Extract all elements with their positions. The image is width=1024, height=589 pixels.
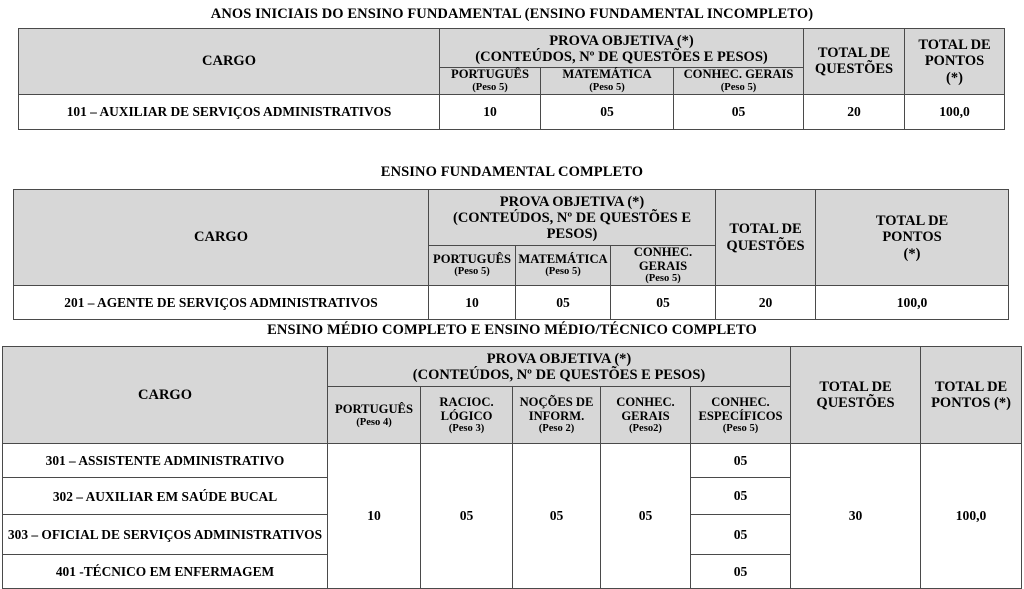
- header-total-pontos-line3: (*): [903, 245, 921, 262]
- header-prova-objetiva-line2: (CONTEÚDOS, Nº DE QUESTÕES E PESOS): [412, 367, 706, 384]
- subject-name: CONHEC. GERAIS: [683, 67, 794, 82]
- subject-name: PORTUGUÊS: [433, 251, 511, 266]
- header-prova-objetiva-line1: PROVA OBJETIVA (*): [549, 33, 694, 49]
- subject-peso: (Peso 5): [720, 82, 757, 94]
- subject-name: CONHEC. GERAIS: [633, 244, 693, 273]
- cell-conhec-especificos: 05: [691, 555, 791, 589]
- header-prova-objetiva-line1: PROVA OBJETIVA (*): [486, 351, 632, 367]
- cell-cargo: 101 – AUXILIAR DE SERVIÇOS ADMINISTRATIVOS: [19, 94, 440, 129]
- header-total-pontos-line3: (*): [946, 69, 963, 86]
- subject-name-line2: GERAIS: [621, 408, 670, 423]
- header-subject-matematica: [516, 245, 611, 285]
- header-total-questoes-line1: TOTAL DE: [817, 45, 891, 62]
- table-2-title: ENSINO FUNDAMENTAL COMPLETO: [380, 164, 644, 180]
- header-prova-objetiva: [429, 190, 716, 246]
- cell-portugues: 10: [328, 444, 421, 589]
- header-total-questoes-line1: TOTAL DE: [729, 221, 802, 238]
- header-subject-conhec-gerais: [611, 245, 716, 285]
- cell-conhec-gerais: 05: [611, 286, 716, 320]
- table-1-title: ANOS INICIAIS DO ENSINO FUNDAMENTAL (ENSINO FUNDAMENTAL INCOMPLETO): [210, 6, 814, 22]
- subject-name-line2: LÓGICO: [440, 408, 493, 423]
- cell-matematica: 05: [541, 94, 674, 129]
- header-prova-objetiva-line1: PROVA OBJETIVA (*): [499, 194, 645, 210]
- header-subject-nocoes-informatica: [513, 387, 601, 444]
- header-total-pontos-line1: TOTAL DE: [875, 213, 949, 230]
- table-row: [19, 94, 1005, 129]
- cell-cargo: 301 – ASSISTENTE ADMINISTRATIVO: [3, 444, 328, 478]
- subject-name-line2: ESPECÍFICOS: [698, 408, 783, 423]
- subject-peso: (Peso 4): [356, 416, 392, 428]
- header-cargo: CARGO: [14, 190, 429, 286]
- header-total-questoes: [804, 29, 905, 95]
- header-prova-objetiva-line2: (CONTEÚDOS, Nº DE QUESTÕES E PESOS): [452, 210, 692, 243]
- subject-name-line1: NOÇÕES DE: [519, 394, 594, 409]
- cell-total-questoes: 20: [716, 286, 816, 320]
- cell-cargo: 201 – AGENTE DE SERVIÇOS ADMINISTRATIVOS: [14, 286, 429, 320]
- subject-name-line1: PORTUGUÊS: [335, 401, 413, 416]
- header-total-pontos-line1: TOTAL DE: [918, 37, 991, 54]
- cell-conhec-gerais: 05: [674, 94, 804, 129]
- subject-peso: (Peso 5): [472, 82, 508, 94]
- subject-name: MATEMÁTICA: [562, 67, 652, 82]
- header-subject-conhec-gerais: [601, 387, 691, 444]
- cell-total-pontos: 100,0: [816, 286, 1009, 320]
- subject-name-line1: RACIOC.: [439, 394, 494, 409]
- cell-conhec-especificos: 05: [691, 444, 791, 478]
- cell-cargo: 302 – AUXILIAR EM SAÚDE BUCAL: [3, 478, 328, 515]
- table-3-container: [2, 346, 1022, 589]
- subject-peso: (Peso 5): [645, 273, 681, 285]
- subject-peso: (Peso 2): [538, 423, 575, 435]
- cell-total-pontos: 100,0: [905, 94, 1005, 129]
- header-subject-raciocinio-logico: [421, 387, 513, 444]
- exam-table-medio-completo: [2, 346, 1022, 589]
- header-total-questoes-line2: QUESTÕES: [814, 61, 894, 78]
- subject-name-line1: CONHEC.: [711, 394, 770, 409]
- table-1-container: [18, 28, 1005, 130]
- cell-conhec-especificos: 05: [691, 515, 791, 555]
- header-total-pontos-line2: PONTOS (*): [931, 395, 1011, 412]
- subject-peso: (Peso 5): [589, 82, 625, 94]
- header-total-questoes: [716, 190, 816, 286]
- header-total-pontos: [905, 29, 1005, 95]
- cell-total-questoes: 30: [791, 444, 921, 589]
- header-prova-objetiva-line2: (CONTEÚDOS, Nº DE QUESTÕES E PESOS): [475, 49, 768, 66]
- subject-peso: (Peso 5): [722, 423, 759, 435]
- header-prova-objetiva: [440, 29, 804, 68]
- table-row-header-top: [14, 190, 1009, 246]
- exam-table-anos-iniciais: [18, 28, 1005, 130]
- table-row: [14, 286, 1009, 320]
- cell-matematica: 05: [516, 286, 611, 320]
- table-row: [3, 444, 1022, 478]
- header-total-questoes-line2: QUESTÕES: [816, 395, 895, 412]
- header-total-pontos-line1: TOTAL DE: [934, 379, 1008, 395]
- header-total-questoes-line1: TOTAL DE: [819, 379, 892, 395]
- table-3-title: ENSINO MÉDIO COMPLETO E ENSINO MÉDIO/TÉCNICO COMPLETO: [267, 322, 757, 338]
- header-subject-conhec-gerais: [674, 68, 804, 94]
- cell-nocoes-informatica: 05: [513, 444, 601, 589]
- header-total-questoes-line2: QUESTÕES: [726, 237, 805, 254]
- cell-conhec-gerais: 05: [601, 444, 691, 589]
- cell-cargo: 303 – OFICIAL DE SERVIÇOS ADMINISTRATIVOS: [3, 515, 328, 555]
- cell-cargo: 401 -TÉCNICO EM ENFERMAGEM: [3, 555, 328, 589]
- cell-total-pontos: 100,0: [921, 444, 1022, 589]
- header-subject-matematica: [541, 68, 674, 94]
- header-subject-portugues: [440, 68, 541, 94]
- cell-conhec-especificos: 05: [691, 478, 791, 515]
- header-cargo: CARGO: [3, 347, 328, 444]
- cell-raciocinio-logico: 05: [421, 444, 513, 589]
- header-cargo: CARGO: [19, 29, 440, 95]
- subject-peso: (Peso 5): [454, 266, 490, 278]
- header-total-pontos-line2: PONTOS: [882, 229, 942, 246]
- header-subject-portugues: [429, 245, 516, 285]
- exam-table-fundamental-completo: [13, 189, 1009, 320]
- table-row-header-top: [3, 347, 1022, 387]
- subject-name-line2: INFORM.: [528, 408, 585, 423]
- header-subject-conhec-especificos: [691, 387, 791, 444]
- subject-peso: (Peso 3): [448, 423, 485, 435]
- header-prova-objetiva: [328, 347, 791, 387]
- subject-name-line1: CONHEC.: [616, 394, 675, 409]
- subject-name: MATEMÁTICA: [518, 251, 608, 266]
- cell-portugues: 10: [429, 286, 516, 320]
- table-2-container: [13, 189, 1009, 320]
- header-total-pontos-line2: PONTOS: [924, 53, 985, 70]
- header-total-pontos: [921, 347, 1022, 444]
- header-total-questoes: [791, 347, 921, 444]
- header-subject-portugues: [328, 387, 421, 444]
- cell-portugues: 10: [440, 94, 541, 129]
- cell-total-questoes: 20: [804, 94, 905, 129]
- header-total-pontos: [816, 190, 1009, 286]
- table-row-header-top: [19, 29, 1005, 68]
- subject-peso: (Peso2): [629, 423, 662, 435]
- subject-peso: (Peso 5): [545, 266, 581, 278]
- subject-name: PORTUGUÊS: [451, 67, 529, 82]
